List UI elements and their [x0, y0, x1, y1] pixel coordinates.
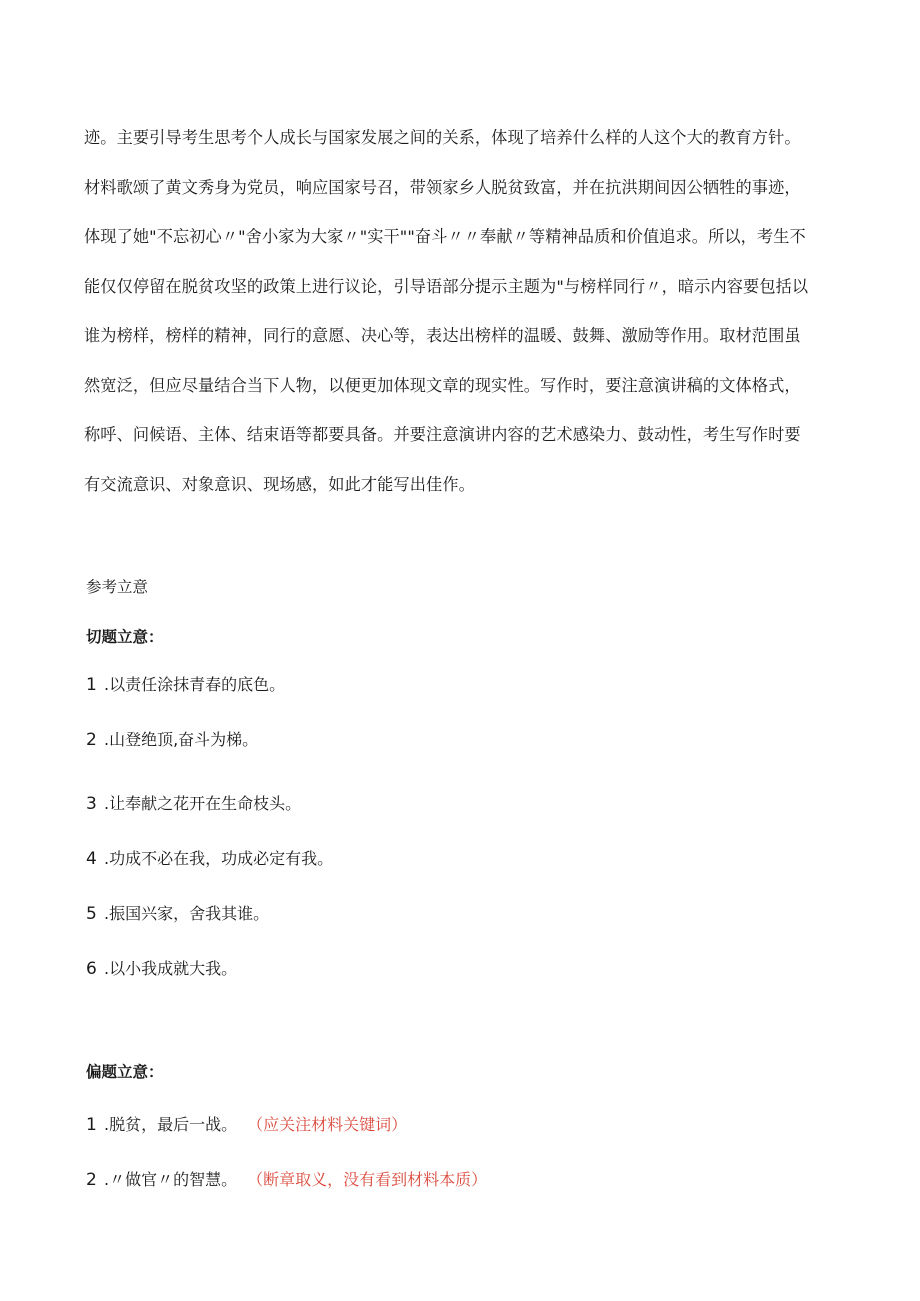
- item-number: 3: [86, 794, 97, 814]
- item-number: 1: [86, 675, 97, 695]
- list-item: [86, 957, 237, 981]
- analysis-paragraph: [84, 113, 840, 509]
- item-text: .以责任涂抹青春的底色。: [104, 675, 286, 694]
- paragraph-line: 有交流意识、对象意识、现场感，如此才能写出佳作。: [84, 474, 475, 494]
- paragraph-line: 材料歌颂了黄文秀身为党员，响应国家号召，带领家乡人脱贫致富，并在抗洪期间因公牺牲的事迹，: [84, 177, 801, 197]
- paragraph-line: 称呼、问候语、主体、结束语等都要具备。并要注意演讲内容的艺术感染力、鼓动性，考生写作时要: [84, 425, 801, 444]
- item-number: 4: [86, 849, 97, 869]
- paragraph-line: 然宽泛，但应尽量结合当下人物，以便更加体现文章的现实性。写作时，要注意演讲稿的文体格式，: [84, 375, 801, 395]
- paragraph-line: 能仅仅停留在脱贫攻坚的政策上进行议论，引导语部分提示主题为"与榜样同行〃，暗示内容要包括以: [84, 276, 809, 296]
- item-text: .山登绝顶,奋斗为梯。: [104, 730, 259, 749]
- paragraph-line: 谁为榜样，榜样的精神，同行的意愿、决心等，表达出榜样的温暖、鼓舞、激励等作用。取材范围虽: [84, 326, 801, 345]
- item-number: 2: [86, 1170, 97, 1190]
- paragraph-line: 体现了她"不忘初心〃"舍小家为大家〃"实干""奋斗〃〃奉献〃等精神品质和价值追求。所以，考生不: [84, 227, 806, 246]
- item-text: .〃做官〃的智慧。: [104, 1170, 238, 1189]
- list-item: [86, 1113, 407, 1137]
- reference-heading: 参考立意: [86, 578, 149, 596]
- item-number: 5: [86, 904, 97, 924]
- list-item: [86, 902, 269, 926]
- item-text: .脱贫，最后一战。: [104, 1115, 238, 1134]
- list-item: [86, 1168, 487, 1192]
- on-topic-heading: 切题立意：: [86, 628, 164, 646]
- list-item: [86, 847, 333, 871]
- item-text: .让奉献之花开在生命枝头。: [104, 794, 302, 813]
- list-item: [86, 728, 258, 752]
- list-item: [86, 792, 301, 816]
- off-topic-heading: 偏题立意：: [86, 1063, 164, 1081]
- item-note: （断章取义，没有看到材料本质）: [247, 1170, 488, 1189]
- item-number: 1: [86, 1115, 97, 1135]
- item-text: .以小我成就大我。: [104, 959, 238, 978]
- paragraph-line: 迹。主要引导考生思考个人成长与国家发展之间的关系，体现了培养什么样的人这个大的教育方针。: [84, 128, 801, 147]
- item-note: （应关注材料关键词）: [247, 1115, 408, 1134]
- item-text: .振国兴家，舍我其谁。: [104, 904, 270, 923]
- item-text: .功成不必在我，功成必定有我。: [104, 849, 334, 868]
- item-number: 6: [86, 959, 97, 979]
- item-number: 2: [86, 730, 97, 750]
- list-item: [86, 673, 285, 697]
